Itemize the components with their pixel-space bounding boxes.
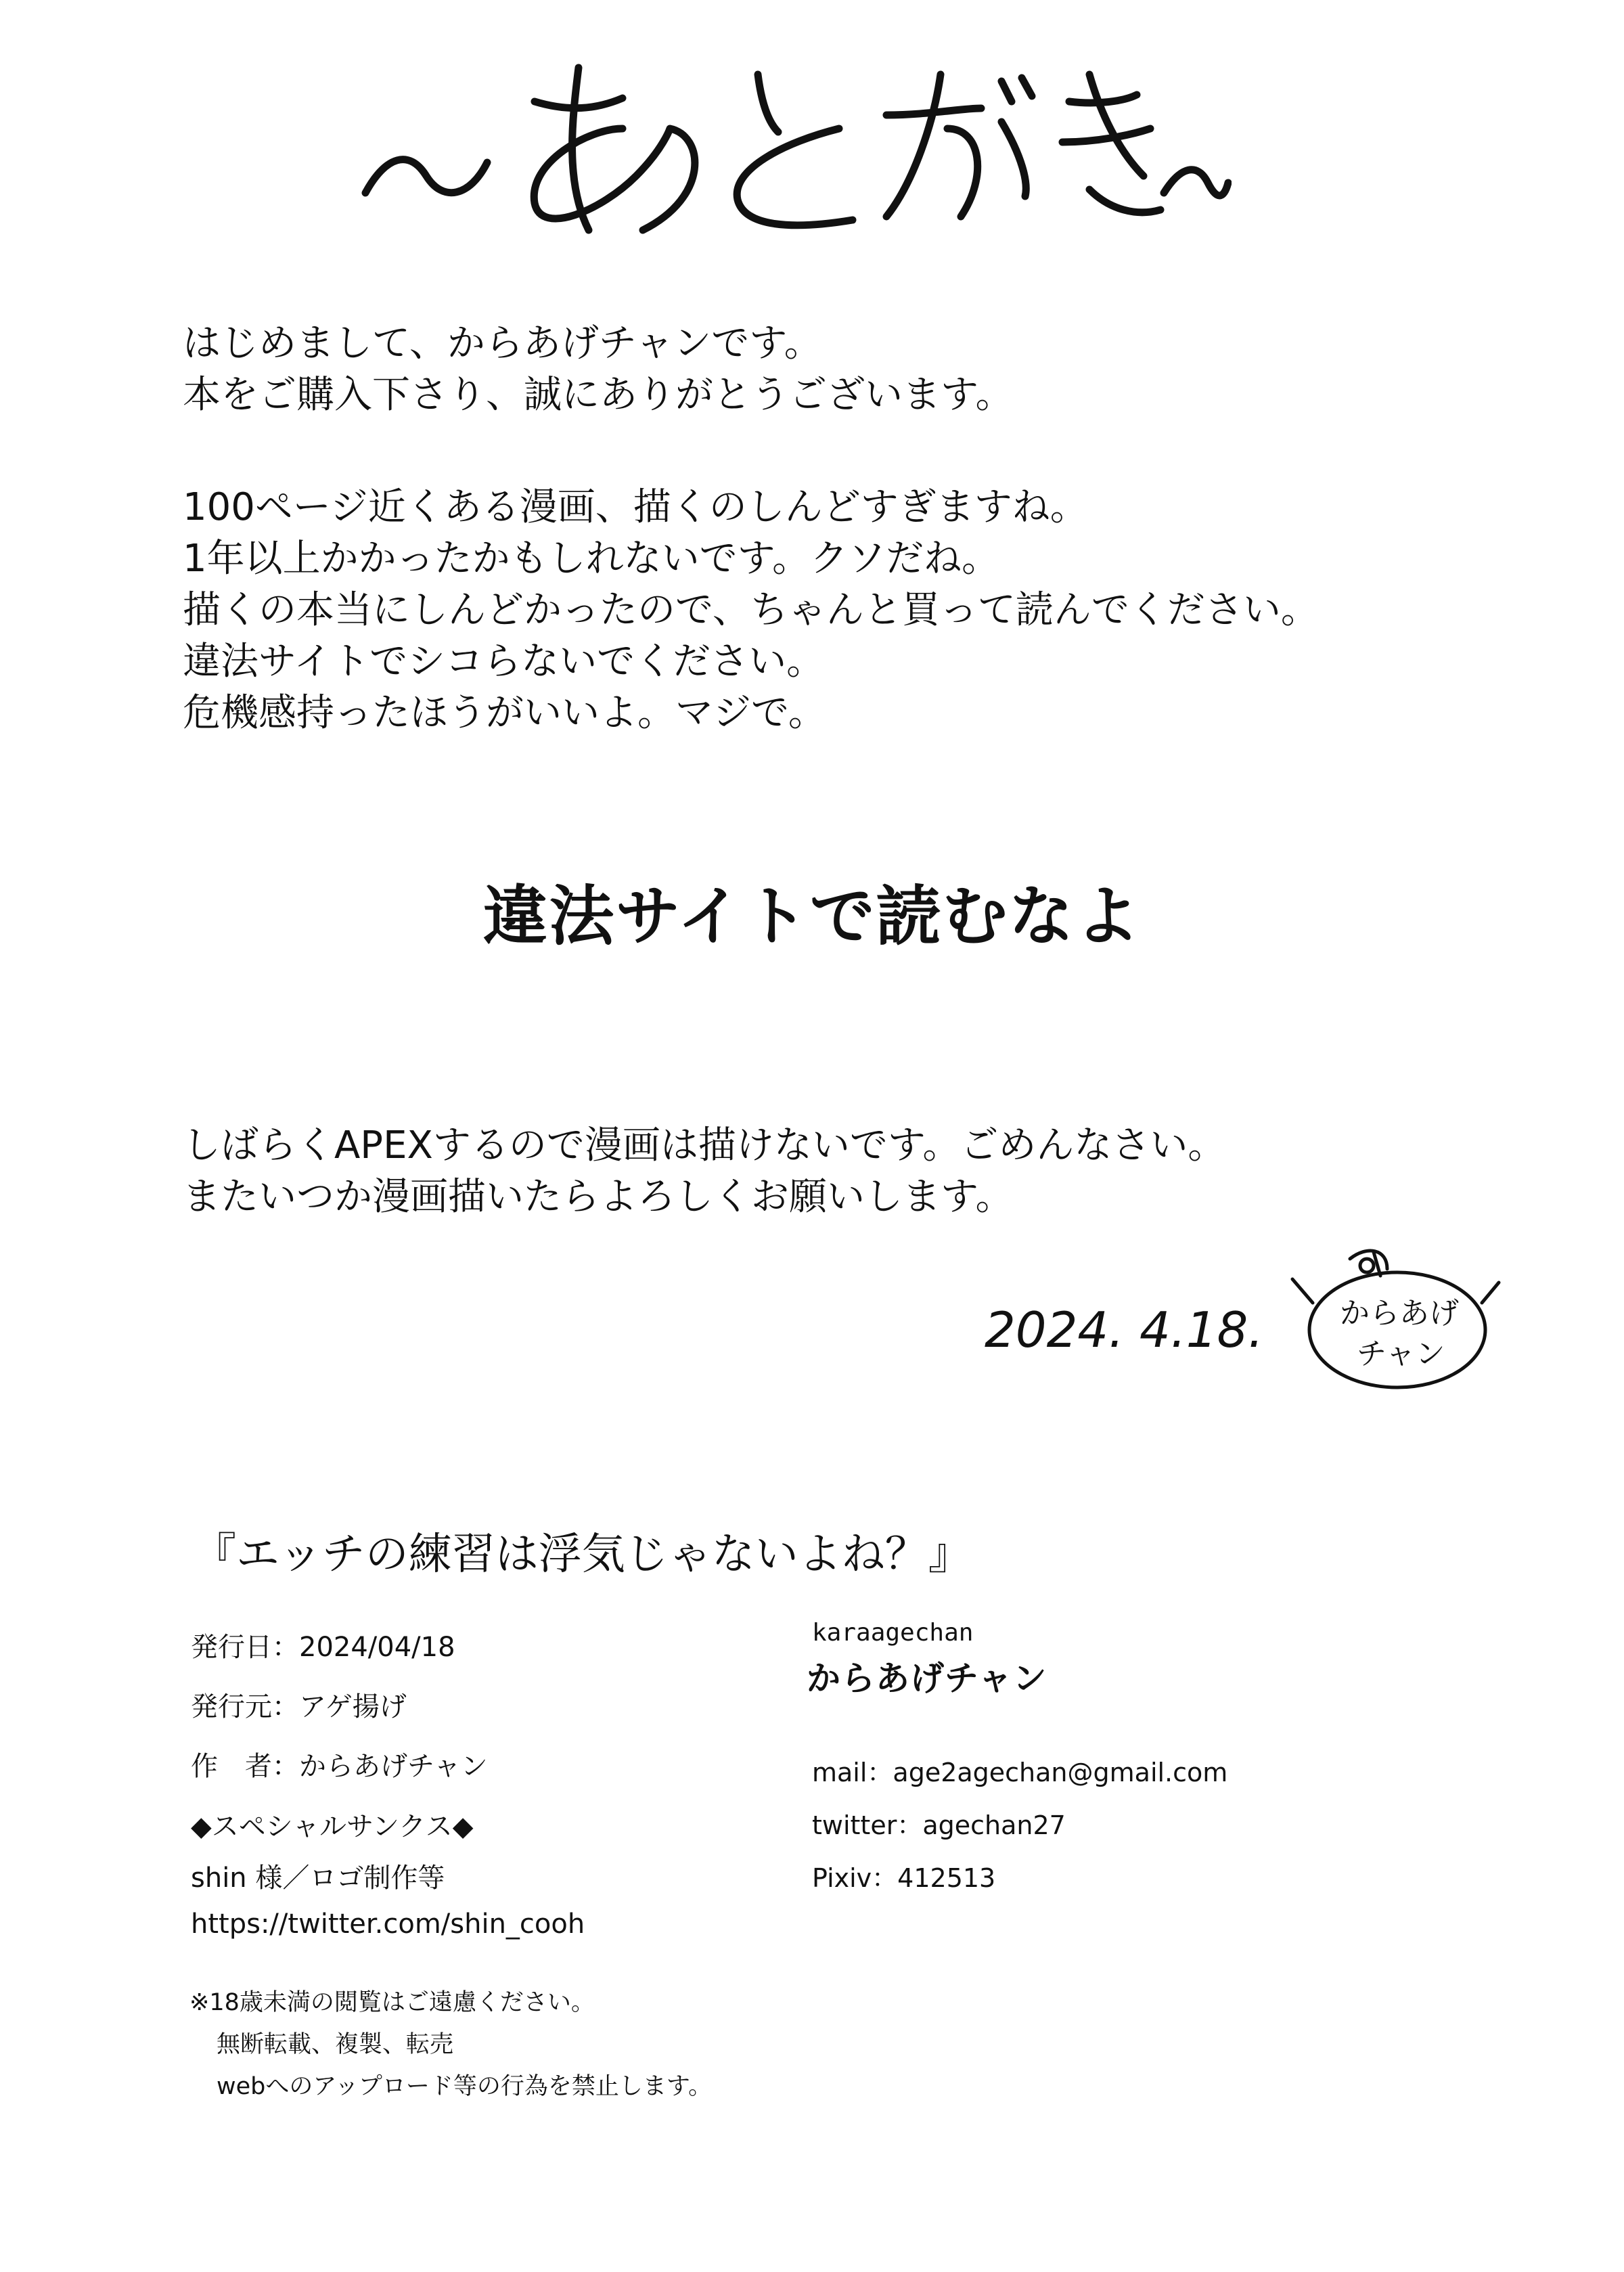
date-text: 2024. 4.18. — [985, 1301, 1264, 1358]
afterword-title-handwritten — [352, 47, 1232, 250]
book-title: 『エッチの練習は浮気じゃないよね？』 — [193, 1530, 972, 1580]
special-thanks-header: ◆スペシャルサンクス◆ — [191, 1811, 474, 1842]
body-paragraph — [183, 482, 1319, 739]
notes-block — [189, 1982, 712, 2108]
publisher: 発行元：アゲ揚げ — [191, 1691, 407, 1722]
warning-heading: 違法サイトで読むなよ — [482, 878, 1142, 954]
text-line: 危機感持ったほうがいいよ。マジで。 — [183, 691, 826, 735]
special-thanks-line: shin 様／ロゴ制作等 — [191, 1863, 445, 1894]
text-line: 1年以上かかったかもしれないです。クソだね。 — [183, 537, 1000, 581]
note-line: ※18歳未満の閲覧はご遠慮ください。 — [189, 1989, 595, 2016]
text-line: 違法サイトでシコらないでください。 — [183, 640, 825, 684]
author-logo-name: からあげチャン — [807, 1659, 1047, 1698]
note-line: webへのアップロード等の行為を禁止します。 — [217, 2073, 713, 2100]
closing-paragraph — [183, 1120, 1225, 1223]
text-line: 本をご購入下さり、誠にありがとうございます。 — [183, 373, 1014, 417]
text-line: 描くの本当にしんどかったので、ちゃんと買って読んでください。 — [183, 588, 1319, 632]
note-line: 無断転載、複製、転売 — [217, 2031, 454, 2058]
contact-mail: mail：age2agechan@gmail.com — [812, 1758, 1228, 1787]
handwritten-date — [981, 1289, 1279, 1371]
author: 作 者：からあげチャン — [191, 1751, 488, 1782]
author-romaji: karaagechan — [812, 1619, 974, 1647]
text-line: 100ページ近くある漫画、描くのしんどすぎますね。 — [183, 485, 1088, 529]
signature-drawing — [1286, 1239, 1502, 1394]
signature-line: からあげ — [1340, 1296, 1459, 1331]
text-line: またいつか漫画描いたらよろしくお願いします。 — [183, 1175, 1014, 1219]
contact-pixiv: Pixiv：412513 — [812, 1863, 996, 1893]
signature-line: チャン — [1357, 1337, 1445, 1371]
text-line: しばらくAPEXするので漫画は描けないです。ごめんなさい。 — [183, 1123, 1226, 1167]
contact-twitter: twitter：agechan27 — [812, 1810, 1066, 1840]
greeting-paragraph — [183, 318, 1014, 421]
text-line: はじめまして、からあげチャンです。 — [183, 321, 822, 365]
special-thanks-url: https://twitter.com/shin_cooh — [191, 1909, 585, 1940]
issue-date: 発行日：2024/04/18 — [191, 1632, 455, 1663]
